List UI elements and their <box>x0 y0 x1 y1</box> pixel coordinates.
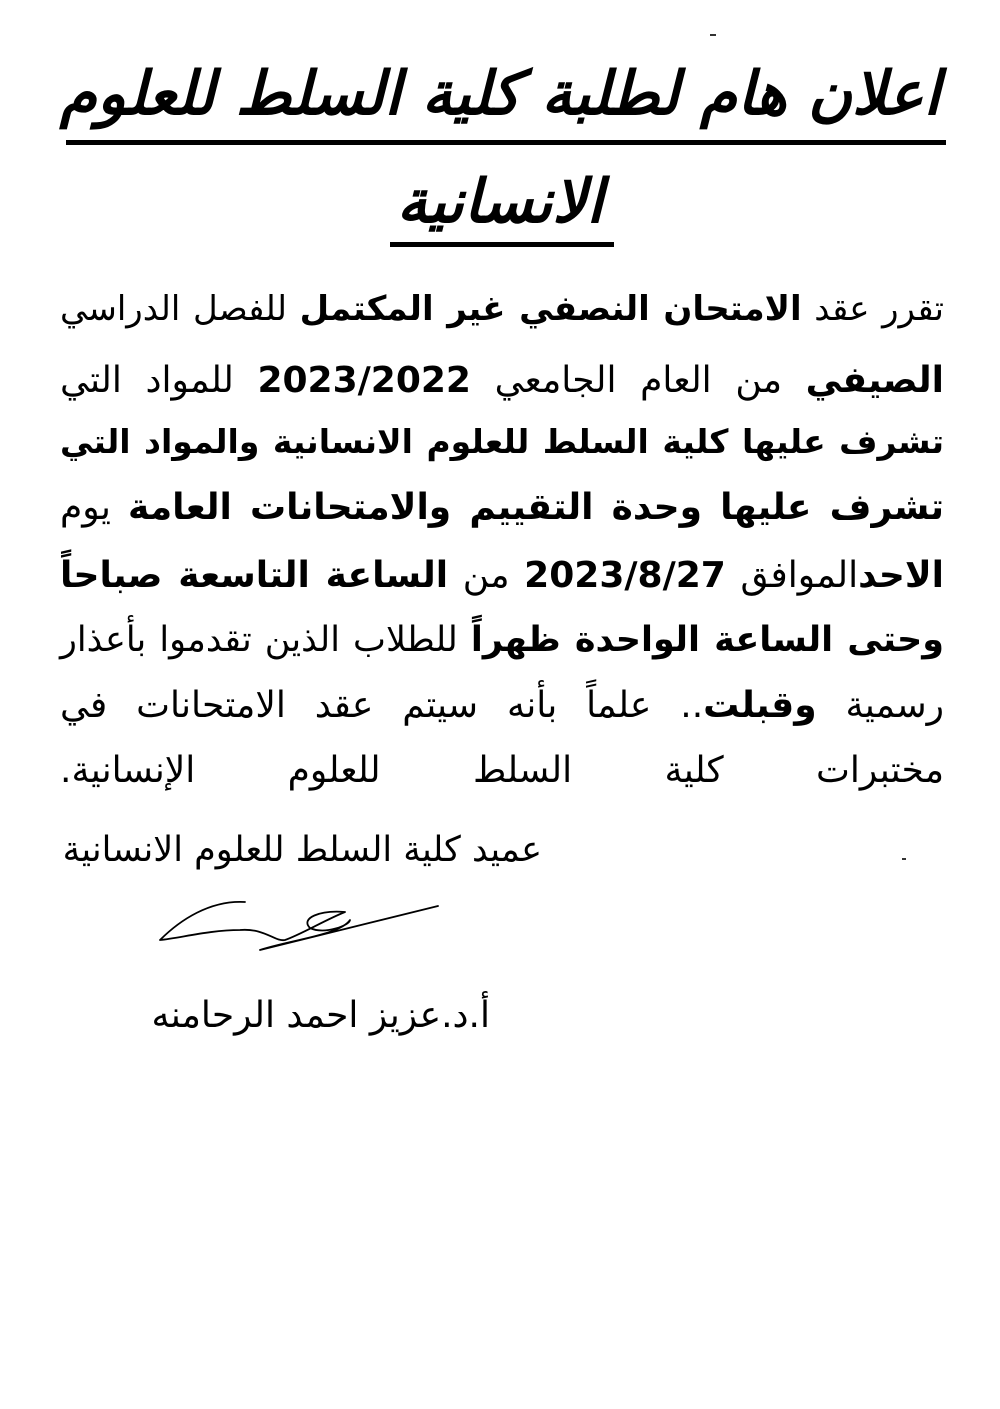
handwritten-signature <box>150 880 450 970</box>
end-time: وحتى الساعة الواحدة ظهراً <box>470 620 944 660</box>
title-underline <box>66 140 946 145</box>
text-run: من <box>448 555 525 596</box>
bold-run: الامتحان النصفي غير المكتمل <box>299 289 802 329</box>
scan-speck <box>710 34 716 36</box>
announcement-title-continued: الانسانية <box>396 167 604 237</box>
text-run: للفصل الدراسي <box>60 289 300 329</box>
bold-run: الاحد <box>858 555 945 596</box>
text-run: يوم <box>60 487 128 528</box>
body-line-3 <box>60 422 944 461</box>
text-run: للطلاب الذين تقدموا بأعذار <box>60 620 471 660</box>
title-underline-2 <box>390 242 614 247</box>
text-run: تقرر عقد <box>801 289 944 329</box>
body-line-4 <box>60 487 944 528</box>
body-line-1 <box>60 289 944 329</box>
start-time: الساعة التاسعة صباحاً <box>60 555 449 596</box>
signatory-name: أ.د.عزيز احمد الرحامنه <box>151 995 490 1036</box>
text-run: رسمية <box>816 685 945 726</box>
text-run: الموافق <box>725 555 859 596</box>
bold-run: الصيفي <box>805 360 944 401</box>
announcement-title: اعلان هام لطلبة كلية السلط للعلوم <box>59 59 941 129</box>
body-line-5 <box>60 555 945 596</box>
text-run: للمواد التي <box>60 360 258 401</box>
exam-date: 2023/8/27 <box>524 555 726 596</box>
text-run: .. علماً بأنه سيتم عقد الامتحانات في <box>60 685 704 726</box>
body-line-8 <box>60 750 944 791</box>
bold-run: تشرف عليها كلية السلط للعلوم الانسانية والمواد التي <box>60 422 944 461</box>
bold-run: تشرف عليها وحدة التقييم والامتحانات العامة <box>128 487 944 528</box>
text-run: مختبرات كلية السلط للعلوم الإنسانية. <box>60 750 944 791</box>
body-line-7 <box>60 685 945 726</box>
text-run: من العام الجامعي <box>470 360 806 401</box>
body-line-2 <box>60 360 944 401</box>
body-line-6 <box>60 620 944 660</box>
bold-run: وقبلت <box>703 685 817 726</box>
academic-year: 2023/2022 <box>257 360 471 401</box>
scan-speck <box>902 858 906 860</box>
signatory-title: عميد كلية السلط للعلوم الانسانية <box>62 830 542 870</box>
